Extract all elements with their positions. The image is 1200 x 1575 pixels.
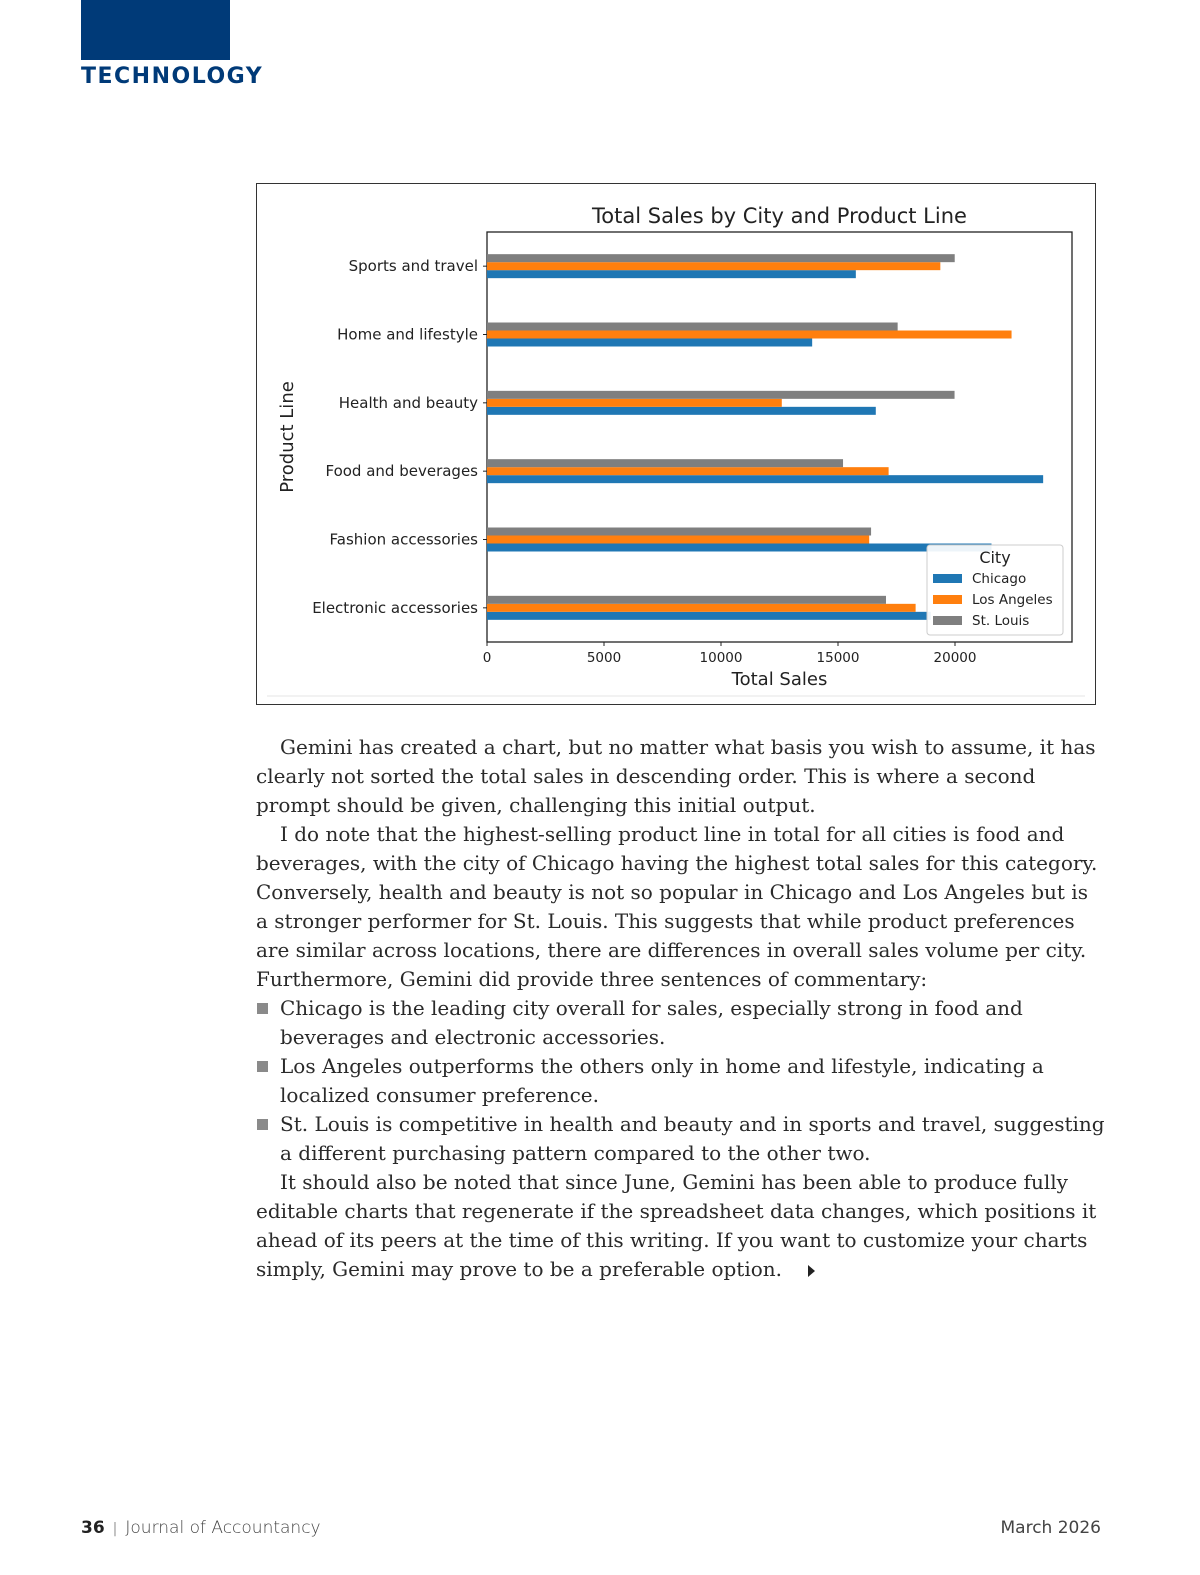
legend-title: City [979, 548, 1011, 567]
list-item [256, 1110, 1106, 1168]
bullet-text: Los Angeles outperforms the others only in home and lifestyle, indicating a localized consumer preference. [280, 1054, 1044, 1107]
page-number: 36 [81, 1518, 105, 1538]
y-axis-label: Product Line [277, 381, 298, 493]
bullet-square-icon [257, 1061, 268, 1072]
legend-label: Chicago [972, 571, 1027, 587]
y-tick-label: Home and lifestyle [337, 325, 478, 344]
bar-st.-louis [487, 391, 955, 399]
section-label: TECHNOLOGY [81, 64, 264, 89]
bullet-list [256, 994, 1106, 1168]
bar-st.-louis [487, 459, 843, 467]
y-tick-label: Health and beauty [338, 393, 478, 412]
article-body [256, 733, 1106, 1284]
y-tick-label: Food and beverages [325, 462, 478, 481]
bullet-text: St. Louis is competitive in health and beauty and in sports and travel, suggesting a different purchasing pattern compared to the other two. [280, 1112, 1105, 1165]
bar-st.-louis [487, 528, 871, 536]
bar-los-angeles [487, 604, 916, 612]
header-color-block [81, 0, 230, 60]
bullet-square-icon [257, 1003, 268, 1014]
y-tick-label: Sports and travel [348, 257, 478, 276]
x-tick-label: 10000 [699, 650, 743, 666]
page-footer [81, 1518, 1101, 1538]
paragraph: Gemini has created a chart, but no matter what basis you wish to assume, it has clearly not sorted the total sales in descending order. This is where a second prompt should be given, challenging this initial output. [256, 735, 1096, 817]
x-tick-label: 0 [482, 650, 492, 666]
bar-chicago [487, 407, 876, 415]
legend-label: St. Louis [972, 613, 1030, 629]
bar-chicago [487, 544, 992, 552]
bullet-text: Chicago is the leading city overall for sales, especially strong in food and beverages and electronic accessories. [280, 996, 1023, 1049]
journal-name: Journal of Accountancy [125, 1518, 321, 1538]
issue-date: March 2026 [1000, 1518, 1101, 1538]
bar-chicago [487, 475, 1043, 483]
list-item [256, 1052, 1106, 1110]
list-item [256, 994, 1106, 1052]
legend-label: Los Angeles [972, 592, 1053, 608]
paragraph [256, 1168, 1106, 1284]
x-tick-label: 15000 [816, 650, 860, 666]
bullet-square-icon [257, 1119, 268, 1130]
bar-los-angeles [487, 331, 1012, 339]
bar-chicago [487, 270, 856, 278]
y-tick-label: Fashion accessories [329, 530, 478, 549]
legend-swatch [933, 616, 962, 625]
bar-st.-louis [487, 596, 886, 604]
bar-los-angeles [487, 536, 869, 544]
bar-chicago [487, 339, 812, 347]
x-tick-label: 5000 [586, 650, 622, 666]
end-of-article-arrow-icon [808, 1265, 815, 1277]
legend-swatch [933, 595, 962, 604]
chart-figure [256, 183, 1096, 705]
legend-swatch [933, 574, 962, 583]
y-tick-label: Electronic accessories [312, 598, 478, 617]
bar-los-angeles [487, 467, 889, 475]
x-tick-label: 20000 [933, 650, 977, 666]
closing-text: It should also be noted that since June, Gemini has been able to produce fully editable charts that regenerate if the spreadsheet data changes, which positions it ahead of its peers at the time of this writing. If you want to customize your charts simply, Gemini may prove to be a preferable option. [256, 1170, 1097, 1281]
bar-st.-louis [487, 254, 955, 262]
footer-separator: | [112, 1521, 118, 1537]
bar-st.-louis [487, 323, 898, 331]
bar-los-angeles [487, 262, 940, 270]
chart-title: Total Sales by City and Product Line [592, 204, 967, 228]
bar-chicago [487, 612, 931, 620]
x-axis-label: Total Sales [731, 669, 828, 690]
bar-chart [257, 184, 1095, 704]
bar-los-angeles [487, 399, 782, 407]
paragraph: I do note that the highest-selling product line in total for all cities is food and beverages, with the city of Chicago having the highest total sales for this category. Conversely, health and beauty is not so popular in Chicago and Los Angeles but is a stronger performer for St. Louis. This suggests that while product preferences are similar across locations, there are differences in overall sales volume per city. Furthermore, Gemini did provide three sentences of commentary: [256, 822, 1098, 991]
